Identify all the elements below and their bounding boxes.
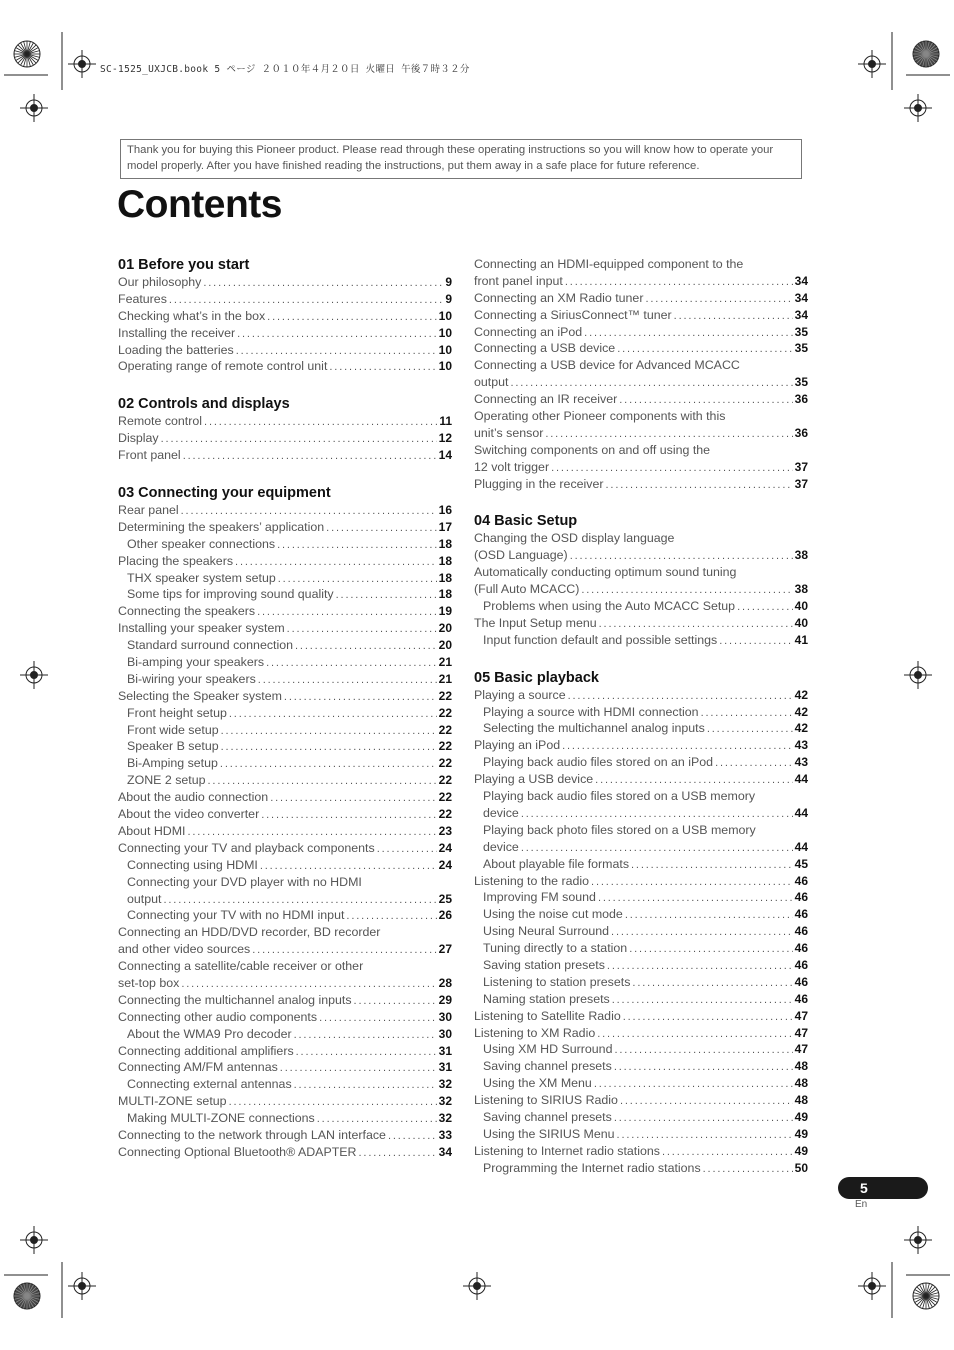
crosshair-mark <box>20 661 48 689</box>
entry-title: Listening to Satellite Radio <box>474 1008 621 1023</box>
entry-title: Checking what’s in the box <box>118 308 266 323</box>
entry-title: Listening to XM Radio <box>474 1025 596 1040</box>
starburst-mark <box>913 1283 939 1309</box>
entry-page-number: 48 <box>794 1093 808 1108</box>
entry-title: and other video sources <box>118 942 251 957</box>
crosshair-mark <box>904 94 932 122</box>
entry-page-number: 27 <box>438 942 452 957</box>
entry-title: unit’s sensor <box>474 425 544 440</box>
entry-page-number: 46 <box>794 957 808 972</box>
entry-page-number: 46 <box>794 974 808 989</box>
entry-page-number: 18 <box>438 536 452 551</box>
entry-title: Playing an iPod <box>474 738 561 753</box>
entry-title: Naming station presets <box>483 991 610 1006</box>
starburst-mark <box>14 1283 40 1309</box>
entry-page-number: 19 <box>438 604 452 619</box>
entry-title: About the audio connection <box>118 790 269 805</box>
entry-title: Connecting an XM Radio tuner <box>474 290 644 305</box>
entry-title: About HDMI <box>118 823 186 838</box>
entry-page-number: 44 <box>794 839 808 854</box>
entry-title: Connecting a USB device <box>474 341 616 356</box>
entry-page-number: 22 <box>438 807 452 822</box>
entry-title: Remote control <box>118 414 203 429</box>
entry-page-number: 37 <box>794 476 808 491</box>
entry-page-number: 49 <box>794 1126 808 1141</box>
entry-title: Saving channel presets <box>483 1109 612 1124</box>
entry-page-number: 33 <box>438 1127 452 1142</box>
entry-title: Improving FM sound <box>483 890 596 905</box>
entry-page-number: 34 <box>438 1144 452 1159</box>
entry-title: Connecting to the network through LAN interface <box>118 1127 386 1142</box>
entry-title: Connecting using HDMI <box>127 857 258 872</box>
entry-title: Connecting external antennas <box>127 1077 292 1092</box>
entry-page-number: 24 <box>438 857 452 872</box>
entry-title: Problems when using the Auto MCACC Setup <box>483 599 736 614</box>
page-title: Contents <box>117 183 282 226</box>
entry-page-number: 25 <box>438 891 452 906</box>
entry-page-number: 21 <box>438 671 452 686</box>
entry-title: Loading the batteries <box>118 342 234 357</box>
entry-title: front panel input <box>474 273 563 288</box>
entry-title: Other speaker connections <box>127 536 276 551</box>
entry-title: Using the noise cut mode <box>483 907 623 922</box>
starburst-mark <box>14 41 40 67</box>
entry-page-number: 38 <box>794 582 808 597</box>
entry-page-number: 44 <box>794 772 808 787</box>
entry-title: Installing the receiver <box>118 325 236 340</box>
entry-page-number: 32 <box>438 1094 452 1109</box>
entry-title: Bi-wiring your speakers <box>127 671 256 686</box>
entry-title: The Input Setup menu <box>474 615 597 630</box>
entry-page-number: 32 <box>438 1077 452 1092</box>
entry-page-number: 47 <box>794 1008 808 1023</box>
entry-page-number: 46 <box>794 991 808 1006</box>
entry-page-number: 40 <box>794 615 808 630</box>
entry-title: Front height setup <box>127 705 227 720</box>
entry-page-number: 34 <box>794 273 808 288</box>
crosshair-mark <box>20 1226 48 1254</box>
entry-page-number: 34 <box>794 290 808 305</box>
entry-title: Connecting your TV with no HDMI input <box>127 908 345 923</box>
entry-page-number: 40 <box>794 599 808 614</box>
entry-title-line1: Connecting a satellite/cable receiver or other <box>118 959 364 974</box>
entry-title: Determining the speakers’ application <box>118 519 325 534</box>
print-header-line: SC-1525_UXJCB.book 5 ページ ２０１０年４月２０日 火曜日 午後７時３２分 <box>100 64 470 75</box>
entry-page-number: 20 <box>438 621 452 636</box>
crosshair-mark <box>68 1272 96 1300</box>
entry-page-number: 10 <box>438 325 452 340</box>
entry-page-number: 28 <box>438 975 452 990</box>
entry-page-number: 30 <box>438 1009 452 1024</box>
entry-title: Installing your speaker system <box>118 621 285 636</box>
entry-title: Programming the Internet radio stations <box>483 1160 701 1175</box>
entry-title: Connecting other audio components <box>118 1009 318 1024</box>
entry-title: Using the SIRIUS Menu <box>483 1126 615 1141</box>
entry-title: Connecting an IR receiver <box>474 392 618 407</box>
entry-title: Plugging in the receiver <box>474 476 604 491</box>
entry-title: device <box>483 839 519 854</box>
entry-title: Using XM HD Surround <box>483 1042 613 1057</box>
entry-page-number: 47 <box>794 1025 808 1040</box>
entry-page-number: 48 <box>794 1076 808 1091</box>
entry-page-number: 22 <box>438 739 452 754</box>
entry-title: Some tips for improving sound quality <box>127 587 334 602</box>
entry-page-number: 18 <box>438 570 452 585</box>
entry-page-number: 41 <box>794 632 808 647</box>
entry-title-line1: Changing the OSD display language <box>474 531 675 546</box>
entry-title: (Full Auto MCACC) <box>474 582 580 597</box>
crosshair-mark <box>68 50 96 78</box>
entry-page-number: 37 <box>794 459 808 474</box>
entry-title: output <box>474 375 509 390</box>
entry-title: Using the XM Menu <box>483 1076 592 1091</box>
entry-page-number: 47 <box>794 1042 808 1057</box>
entry-title: (OSD Language) <box>474 548 568 563</box>
entry-title-line1: Connecting an HDMI-equipped component to the <box>474 257 744 271</box>
entry-page-number: 9 <box>445 275 452 289</box>
entry-page-number: 10 <box>438 359 452 374</box>
entry-title-line1: Automatically conducting optimum sound tuning <box>474 565 737 580</box>
entry-page-number: 45 <box>794 856 808 871</box>
entry-page-number: 9 <box>445 291 452 306</box>
entry-title-line1: Connecting your DVD player with no HDMI <box>127 874 362 889</box>
entry-page-number: 22 <box>438 705 452 720</box>
entry-title: Connecting a SiriusConnect™ tuner <box>474 307 672 322</box>
entry-page-number: 44 <box>794 805 808 820</box>
entry-page-number: 46 <box>794 941 808 956</box>
entry-page-number: 18 <box>438 553 452 568</box>
entry-page-number: 35 <box>794 341 808 356</box>
entry-page-number: 42 <box>794 704 808 719</box>
entry-title: Features <box>118 291 167 306</box>
entry-page-number: 34 <box>794 307 808 322</box>
entry-title: Connecting the multichannel analog inputs <box>118 992 352 1007</box>
thank-you-notice: Thank you for buying this Pioneer product. Please read through these operating instructions so you will know how to operate your model properly. After you have finished reading the instructions, put them away in a safe place for future reference. <box>120 139 802 179</box>
entry-page-number: 49 <box>794 1109 808 1124</box>
entry-title: Connecting the speakers <box>118 604 256 619</box>
crosshair-mark <box>858 1272 886 1300</box>
entry-page-number: 10 <box>438 308 452 323</box>
entry-page-number: 16 <box>438 503 452 518</box>
entry-title: Standard surround connection <box>127 638 294 653</box>
entry-title: Saving channel presets <box>483 1059 612 1074</box>
entry-page-number: 17 <box>438 519 452 534</box>
entry-page-number: 14 <box>438 448 452 463</box>
entry-page-number: 46 <box>794 924 808 939</box>
entry-title: Using Neural Surround <box>483 924 610 939</box>
entry-title-line1: Connecting an HDD/DVD recorder, BD recorder <box>118 925 381 940</box>
entry-page-number: 42 <box>794 721 808 736</box>
entry-page-number: 31 <box>438 1060 452 1075</box>
entry-title: Connecting additional amplifiers <box>118 1043 294 1058</box>
entry-page-number: 21 <box>438 655 452 670</box>
crosshair-mark <box>904 661 932 689</box>
page-number-badge: 5 <box>838 1177 928 1199</box>
entry-page-number: 36 <box>794 392 808 407</box>
entry-page-number: 20 <box>438 638 452 653</box>
entry-page-number: 10 <box>438 342 452 357</box>
entry-page-number: 18 <box>438 587 452 602</box>
entry-title: Operating range of remote control unit <box>118 359 328 374</box>
entry-page-number: 49 <box>794 1143 808 1158</box>
entry-title: Tuning directly to a station <box>483 941 628 956</box>
entry-title: Connecting your TV and playback components <box>118 840 375 855</box>
entry-title: Saving station presets <box>483 957 605 972</box>
entry-page-number: 30 <box>438 1026 452 1041</box>
entry-page-number: 46 <box>794 890 808 905</box>
entry-title-line1: Playing back photo files stored on a USB memory <box>483 822 756 837</box>
entry-page-number: 12 <box>438 431 452 446</box>
crosshair-mark <box>904 1226 932 1254</box>
entry-title: Our philosophy <box>118 275 202 289</box>
language-code: En <box>855 1199 868 1210</box>
entry-title: Playing a source with HDMI connection <box>483 704 699 719</box>
entry-page-number: 22 <box>438 722 452 737</box>
entry-page-number: 36 <box>794 425 808 440</box>
entry-page-number: 38 <box>794 548 808 563</box>
crosshair-mark <box>20 94 48 122</box>
entry-title: About the WMA9 Pro decoder <box>127 1026 292 1041</box>
entry-page-number: 43 <box>794 738 808 753</box>
entry-page-number: 46 <box>794 873 808 888</box>
entry-title: Making MULTI-ZONE connections <box>127 1111 315 1126</box>
entry-title: ZONE 2 setup <box>127 773 206 788</box>
entry-page-number: 50 <box>794 1160 808 1175</box>
entry-title: Speaker B setup <box>127 739 219 754</box>
entry-page-number: 24 <box>438 840 452 855</box>
section-heading: 01 Before you start <box>118 257 250 273</box>
entry-page-number: 42 <box>794 687 808 702</box>
entry-title: Display <box>118 431 159 446</box>
crosshair-mark <box>463 1272 491 1300</box>
entry-page-number: 22 <box>438 688 452 703</box>
entry-title: Listening to SIRIUS Radio <box>474 1093 618 1108</box>
entry-page-number: 31 <box>438 1043 452 1058</box>
section-heading: 04 Basic Setup <box>474 513 578 530</box>
entry-title: 12 volt trigger <box>474 459 550 474</box>
entry-title: Listening to station presets <box>483 974 631 989</box>
entry-title: Selecting the multichannel analog inputs <box>483 721 705 736</box>
entry-page-number: 46 <box>794 907 808 922</box>
entry-page-number: 43 <box>794 755 808 770</box>
entry-page-number: 29 <box>438 992 452 1007</box>
entry-title-line1: Connecting a USB device for Advanced MCACC <box>474 358 740 373</box>
entry-title: Connecting Optional Bluetooth® ADAPTER <box>118 1144 357 1159</box>
entry-title: Playing back audio files stored on an iPod <box>483 755 714 770</box>
entry-title-line1: Operating other Pioneer components with this <box>474 409 726 424</box>
entry-page-number: 48 <box>794 1059 808 1074</box>
entry-title: Placing the speakers <box>118 553 234 568</box>
section-heading: 05 Basic playback <box>474 669 599 686</box>
crosshair-mark <box>858 50 886 78</box>
entry-title: Front wide setup <box>127 722 219 737</box>
entry-title: Playing a USB device <box>474 772 594 787</box>
entry-title: output <box>127 891 162 906</box>
entry-page-number: 22 <box>438 756 452 771</box>
entry-title: Listening to Internet radio stations <box>474 1143 660 1158</box>
entry-title: THX speaker system setup <box>127 570 276 585</box>
entry-title: set-top box <box>118 975 180 990</box>
entry-title: About playable file formats <box>483 856 630 871</box>
entry-title-line1: Playing back audio files stored on a USB memory <box>483 789 756 804</box>
entry-title: Front panel <box>118 448 181 463</box>
starburst-mark <box>913 41 939 67</box>
entry-title: Bi-Amping setup <box>127 756 218 771</box>
entry-title: Input function default and possible settings <box>483 632 718 647</box>
section-heading: 03 Connecting your equipment <box>118 485 331 502</box>
entry-title: About the video converter <box>118 807 260 822</box>
entry-page-number: 35 <box>794 324 808 339</box>
entry-page-number: 23 <box>438 823 452 838</box>
entry-title: Connecting AM/FM antennas <box>118 1060 278 1075</box>
entry-title: Bi-amping your speakers <box>127 655 265 670</box>
entry-title: Connecting an iPod <box>474 324 583 339</box>
entry-title: Playing a source <box>474 687 566 702</box>
entry-title: device <box>483 805 519 820</box>
entry-title-line1: Switching components on and off using the <box>474 442 711 457</box>
entry-title: Rear panel <box>118 503 179 518</box>
entry-title: Selecting the Speaker system <box>118 688 282 703</box>
entry-title: MULTI-ZONE setup <box>118 1094 227 1109</box>
entry-page-number: 35 <box>794 375 808 390</box>
entry-page-number: 32 <box>438 1111 452 1126</box>
entry-page-number: 22 <box>438 790 452 805</box>
entry-page-number: 26 <box>438 908 452 923</box>
entry-page-number: 22 <box>438 773 452 788</box>
entry-title: Listening to the radio <box>474 873 590 888</box>
section-heading: 02 Controls and displays <box>118 396 290 413</box>
entry-page-number: 11 <box>439 414 452 429</box>
